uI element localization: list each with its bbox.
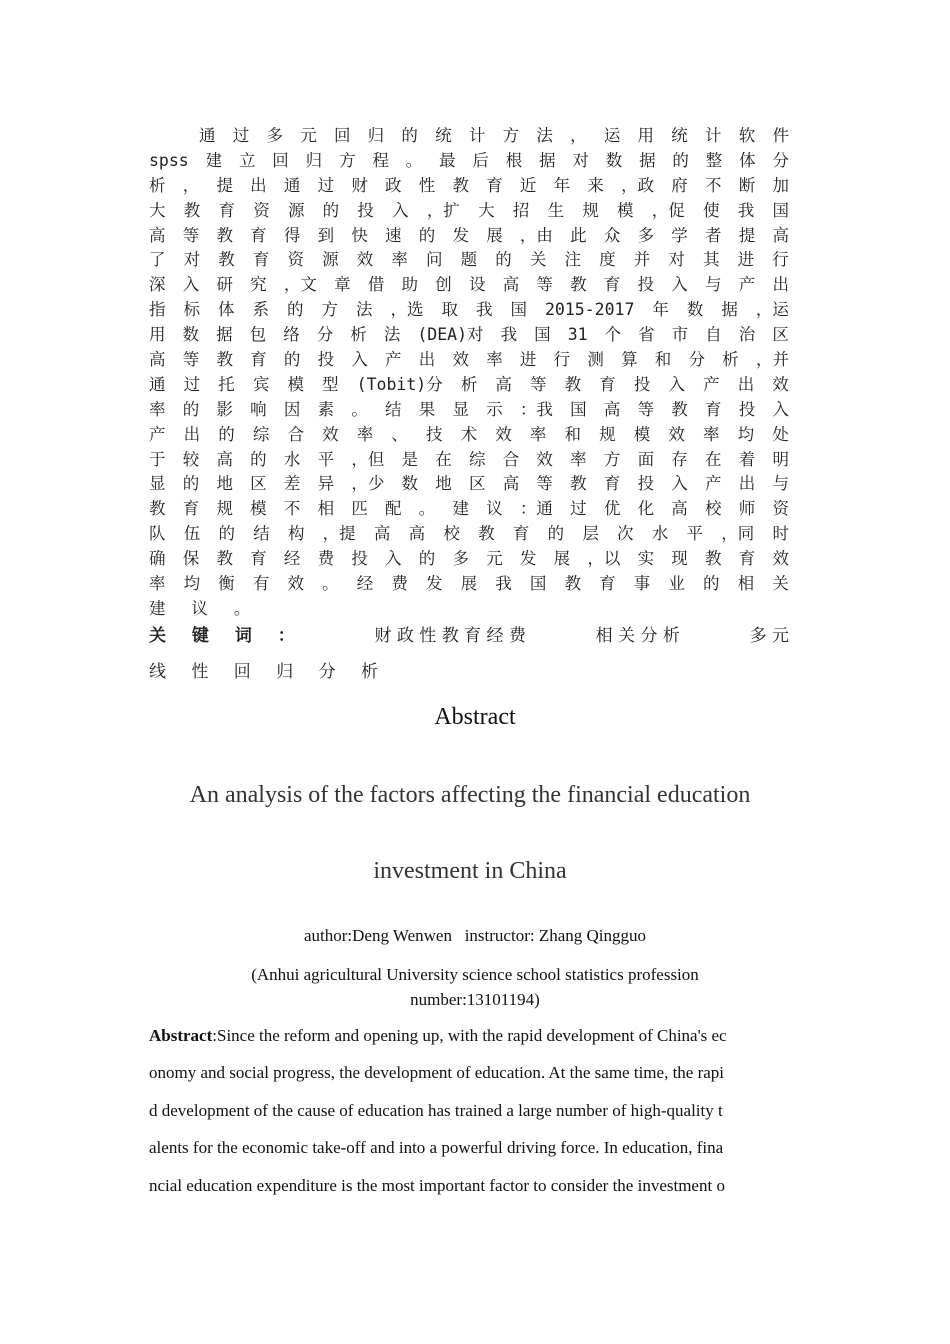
affiliation <box>200 962 750 1012</box>
chinese-abstract <box>149 124 789 622</box>
abstract-line-1 <box>149 1024 809 1061</box>
chinese-line: 指 标 体 系 的 方 法 ，选 取 我 国 2015-2017 年 数 据 ，运 <box>149 300 789 320</box>
chinese-line: 高 等 教 育 得 到 快 速 的 发 展 ，由 此 众 多 学 者 提 高 <box>149 225 789 245</box>
chinese-line: spss 建 立 回 归 方 程 。 最 后 根 据 对 数 据 的 整 体 分 <box>149 150 789 170</box>
keyword-3-part: 多 元 <box>749 626 789 646</box>
chinese-line: 通 过 托 宾 模 型 (Tobit)分 析 高 等 教 育 投 入 产 出 效 <box>149 374 789 394</box>
chinese-line: 建 议 。 <box>149 598 259 618</box>
chinese-line: 显 的 地 区 差 异 ，少 数 地 区 高 等 教 育 投 入 产 出 与 <box>149 474 789 494</box>
keyword-1: 财 政 性 教 育 经 费 <box>374 626 526 646</box>
english-title-line-2: investment in China <box>373 858 567 884</box>
chinese-line: 深 入 研 究 ，文 章 借 助 创 设 高 等 教 育 投 入 与 产 出 <box>149 275 789 295</box>
chinese-line: 率 均 衡 有 效 。 经 费 发 展 我 国 教 育 事 业 的 相 关 <box>149 574 789 594</box>
chinese-line: 通 过 多 元 回 归 的 统 计 方 法 ， 运 用 统 计 软 件 <box>199 126 789 145</box>
chinese-line: 了 对 教 育 资 源 效 率 问 题 的 关 注 度 并 对 其 进 行 <box>149 250 789 270</box>
abstract-line-2: onomy and social progress, the development of education. At the same time, the rapi <box>149 1063 725 1083</box>
abstract-line-5: ncial education expenditure is the most important factor to consider the investment o <box>149 1175 725 1195</box>
chinese-line: 教 育 规 模 不 相 匹 配 。 建 议 ：通 过 优 化 高 校 师 资 <box>149 499 789 519</box>
keywords-label: 关 键 词 ： <box>149 626 305 646</box>
english-title-line-1: An analysis of the factors affecting the financial education <box>189 782 751 808</box>
abstract-line-3: d development of the cause of education has trained a large number of high-quality t <box>149 1100 723 1120</box>
chinese-line: 产 出 的 综 合 效 率 、 技 术 效 率 和 规 模 效 率 均 处 <box>149 424 789 444</box>
chinese-line: 确 保 教 育 经 费 投 入 的 多 元 发 展 ，以 实 现 教 育 效 <box>149 549 789 569</box>
keywords-section <box>149 624 789 684</box>
chinese-line: 用 数 据 包 络 分 析 法 (DEA)对 我 国 31 个 省 市 自 治 区 <box>149 325 789 345</box>
chinese-line: 于 较 高 的 水 平 ，但 是 在 综 合 效 率 方 面 存 在 着 明 <box>149 449 789 469</box>
abstract-text-1: :Since the reform and opening up, with the rapid development of China's ec <box>212 1026 727 1045</box>
abstract-heading: Abstract <box>434 704 516 730</box>
affiliation-line-2: number:13101194) <box>410 990 540 1009</box>
abstract-line-4: alents for the economic take-off and into a powerful driving force. In education, fina <box>149 1138 724 1158</box>
keyword-2: 相 关 分 析 <box>595 626 680 646</box>
author-line: author:Deng Wenwen instructor: Zhang Qingguo <box>303 926 647 945</box>
chinese-line: 析 ， 提 出 通 过 财 政 性 教 育 近 年 来 ，政 府 不 断 加 <box>149 175 789 195</box>
affiliation-line-1: (Anhui agricultural University science school statistics profession <box>251 965 699 984</box>
chinese-line: 率 的 影 响 因 素 。 结 果 显 示 ：我 国 高 等 教 育 投 入 <box>149 399 789 419</box>
chinese-line: 高 等 教 育 的 投 入 产 出 效 率 进 行 测 算 和 分 析 ，并 <box>149 350 789 370</box>
keywords-line-1 <box>149 624 789 648</box>
keywords-line-2: 线 性 回 归 分 析 <box>149 662 389 682</box>
english-abstract-body <box>149 1024 809 1211</box>
chinese-line: 队 伍 的 结 构 ，提 高 高 校 教 育 的 层 次 水 平 ，同 时 <box>149 524 789 544</box>
abstract-label: Abstract <box>149 1026 213 1045</box>
chinese-line: 大 教 育 资 源 的 投 入 ，扩 大 招 生 规 模 ，促 使 我 国 <box>149 200 789 220</box>
